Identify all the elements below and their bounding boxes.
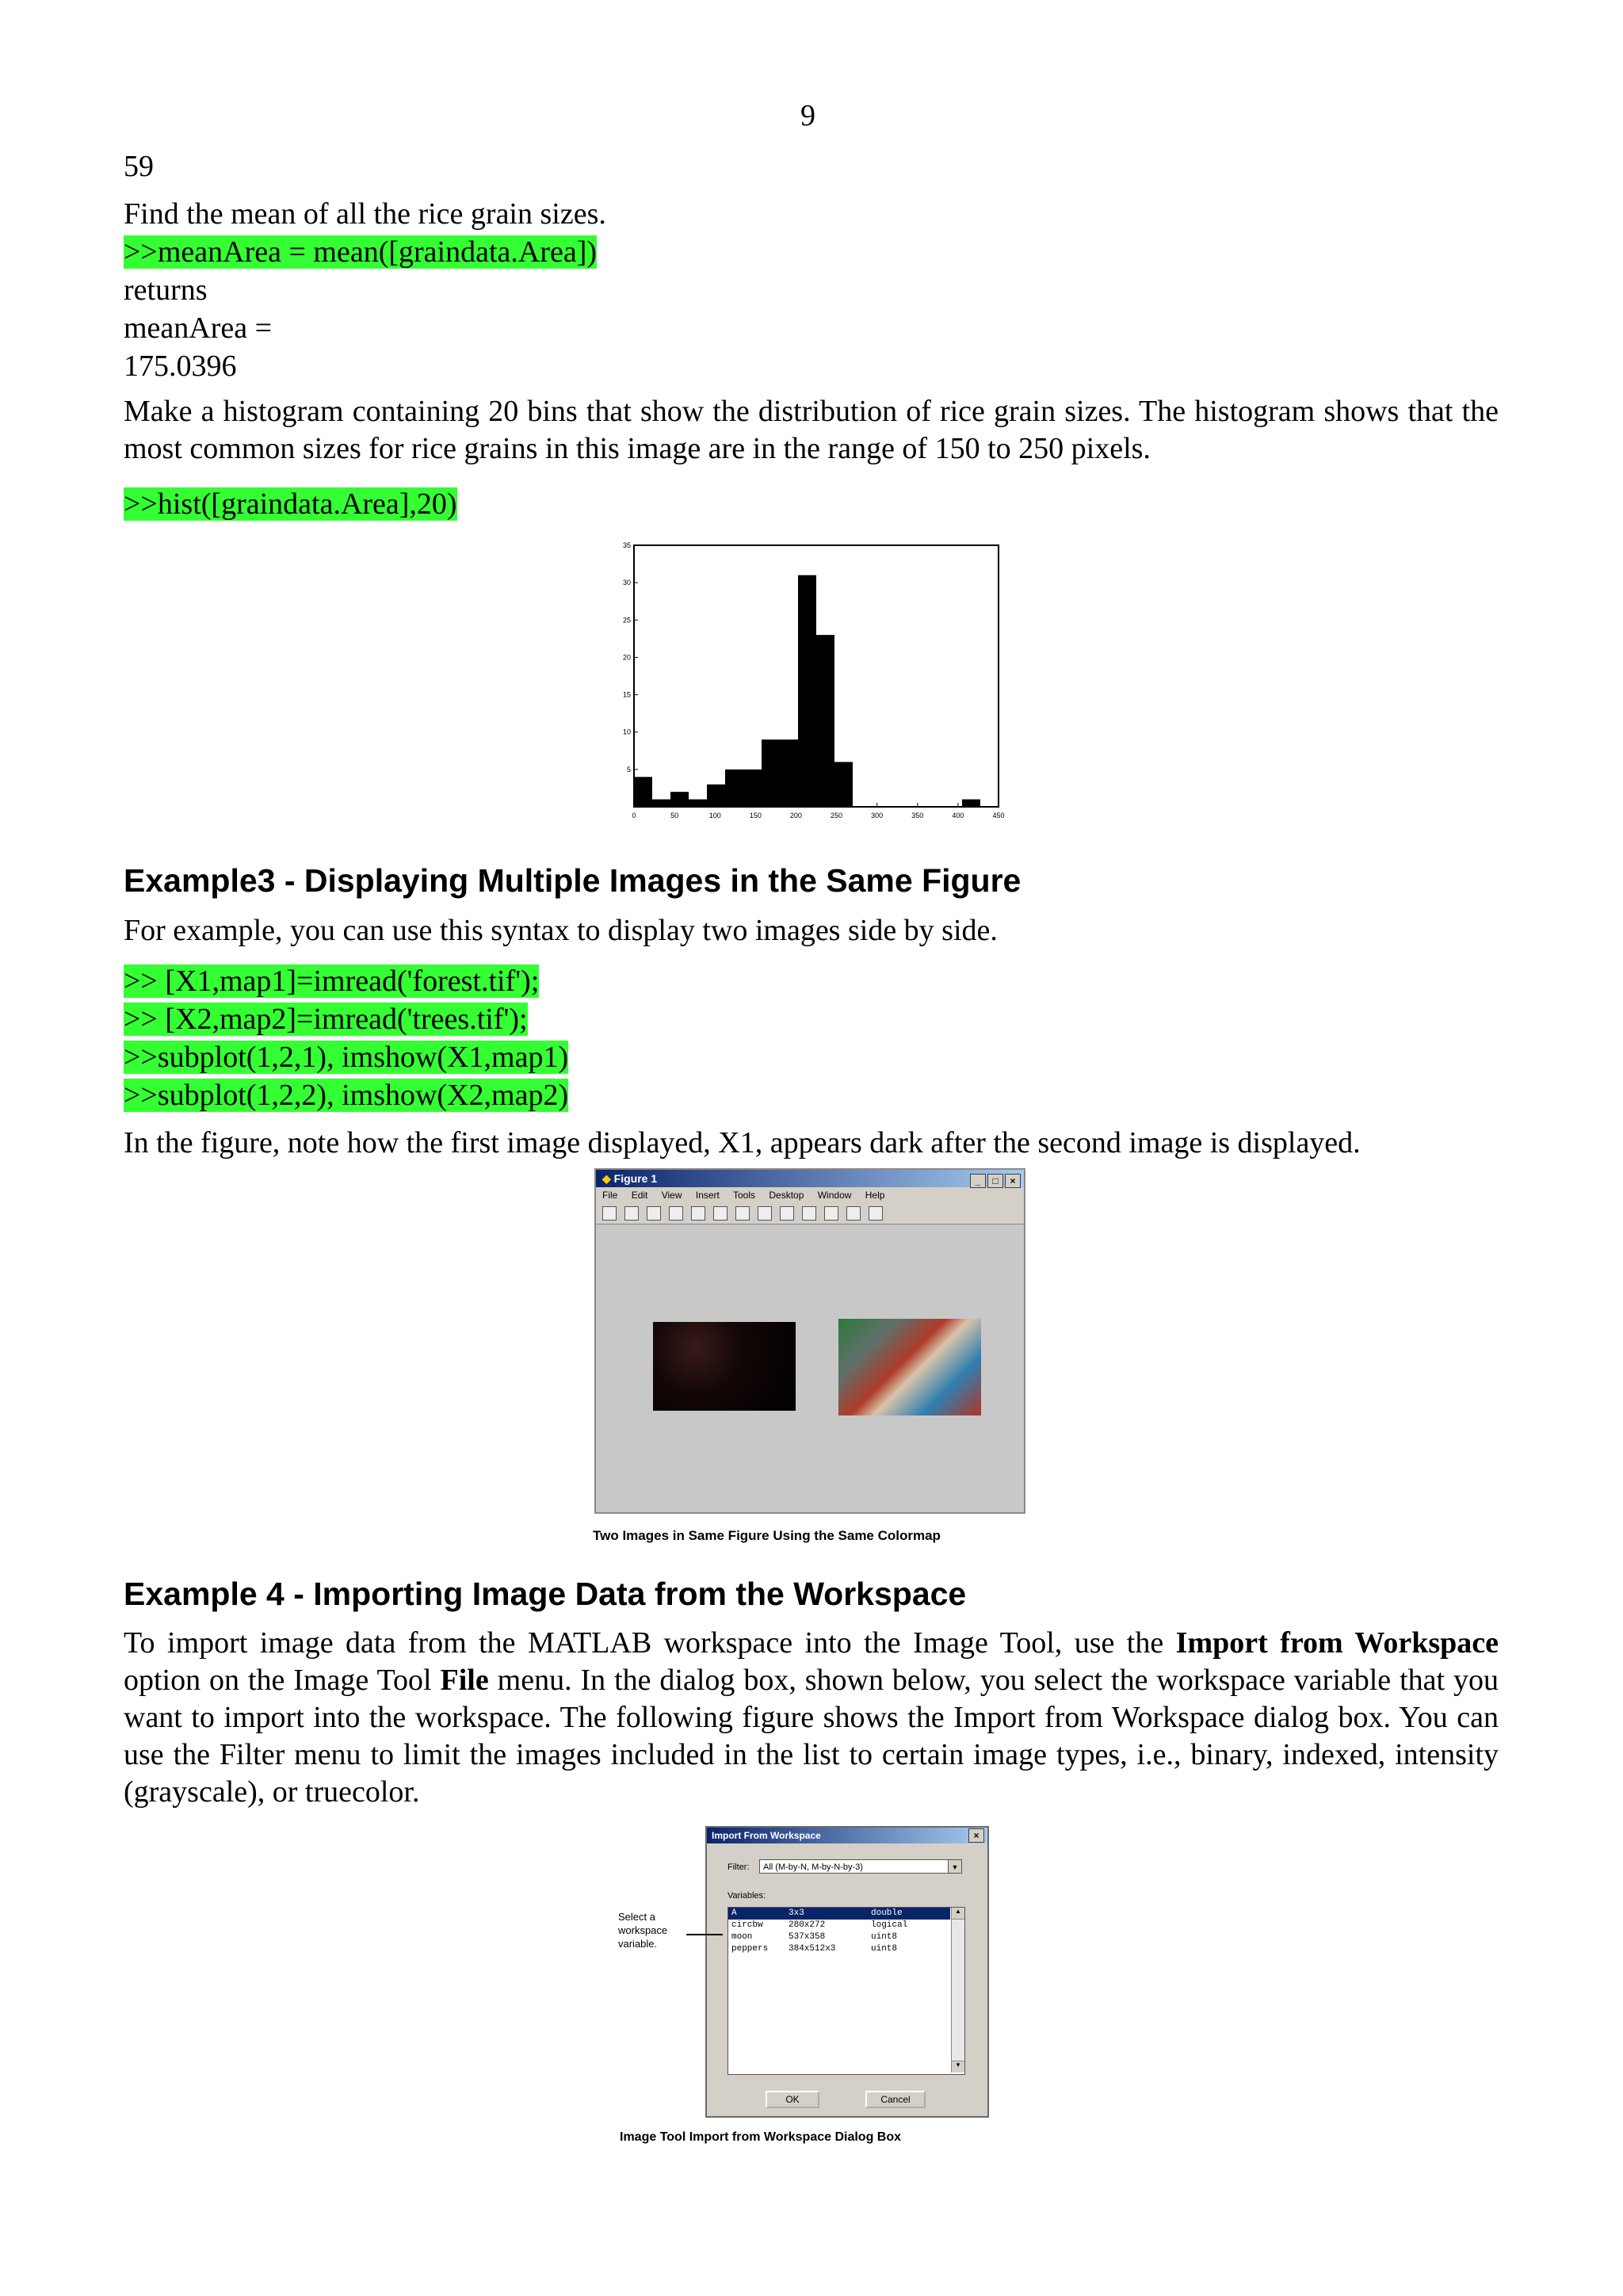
filter-label: Filter: [727, 1862, 750, 1872]
histogram-bar [834, 762, 853, 807]
pointer-icon[interactable] [691, 1206, 705, 1221]
example4-paragraph: To import image data from the MATLAB workspace into the Image Tool, use the Import from Workspace option on the Image Tool File menu. In the dialog box, shown below, you select the workspace variable that you want to import into the workspace. The following figure shows the Import from Workspace dialog box. You can use the Filter menu to limit the images included in the list to certain image types, i.e., binary, indexed, intensity (grayscale), or truecolor. [124, 1626, 1499, 1809]
filter-select[interactable] [759, 1859, 962, 1874]
new-file-icon[interactable] [602, 1206, 617, 1221]
example3-intro: For example, you can use this syntax to display two images side by side. [124, 914, 998, 947]
y-tick-label: 20 [622, 653, 631, 662]
example3-heading: Example3 - Displaying Multiple Images in the Same Figure [124, 862, 1022, 899]
x-tick-label: 100 [708, 812, 721, 819]
x-tick-label: 350 [911, 812, 924, 819]
example3-code-line-2: >> [X2,map2]=imread('trees.tif'); [124, 1003, 528, 1036]
scroll-up-icon[interactable]: ▲ [952, 1908, 964, 1920]
x-tick-label: 200 [789, 812, 802, 819]
mean-code: >>meanArea = mean([graindata.Area]) [124, 235, 598, 269]
dialog-titlebar [707, 1828, 987, 1843]
zoom-out-icon[interactable] [735, 1206, 750, 1221]
open-folder-icon[interactable] [624, 1206, 639, 1221]
y-tick-label: 5 [626, 765, 631, 774]
x-tick-label: 300 [871, 812, 884, 819]
dialog-title: Import From Workspace [712, 1830, 821, 1841]
histogram-bar [743, 770, 762, 807]
maximize-icon[interactable]: □ [987, 1174, 1003, 1188]
histogram-bar [798, 575, 816, 807]
histogram-bar [689, 800, 707, 807]
x-tick-label: 0 [632, 812, 636, 819]
dialog-close-icon[interactable]: × [968, 1828, 984, 1843]
histogram-bar [762, 739, 780, 807]
menu-desktop[interactable]: Desktop [769, 1190, 804, 1201]
list-item[interactable]: peppers 384x512x3 uint8 [731, 1944, 898, 1954]
histogram-bar [780, 739, 798, 807]
figure-title: Figure 1 [613, 1172, 658, 1185]
import-dialog [705, 1826, 989, 2118]
histogram-bar [962, 800, 980, 807]
data-cursor-icon[interactable] [802, 1206, 816, 1221]
list-scrollbar[interactable] [951, 1908, 964, 2073]
histogram-bar [725, 770, 743, 807]
example3-code-line-3: >>subplot(1,2,1), imshow(X1,map1) [124, 1041, 569, 1074]
filter-value: All (M-by-N, M-by-N-by-3) [763, 1862, 863, 1872]
page-number: 9 [800, 99, 815, 132]
x-tick-label: 50 [670, 812, 679, 819]
histogram-bar [816, 635, 834, 807]
figure-titlebar [596, 1170, 1024, 1187]
histogram-bar [670, 792, 689, 807]
colorbar-icon[interactable] [824, 1206, 838, 1221]
y-tick-label: 30 [622, 579, 631, 587]
mean-intro: Find the mean of all the rice grain sizes. [124, 197, 606, 231]
histogram-bar [652, 800, 670, 807]
example3-note: In the figure, note how the first image displayed, X1, appears dark after the second image is displayed. [124, 1126, 1361, 1159]
dialog-caption: Image Tool Import from Workspace Dialog Box [620, 2130, 902, 2144]
figure-window [594, 1168, 1025, 1514]
x-tick-label: 450 [992, 812, 1005, 819]
mean-var-label: meanArea = [124, 311, 273, 345]
histogram-bar [707, 785, 725, 807]
minimize-icon[interactable]: _ [970, 1174, 986, 1188]
x-tick-label: 400 [952, 812, 964, 819]
menu-view[interactable]: View [661, 1190, 682, 1201]
pan-hand-icon[interactable] [758, 1206, 772, 1221]
mean-value: 175.0396 [124, 350, 237, 383]
returns-label: returns [124, 273, 208, 307]
figure-toolbar [596, 1203, 1024, 1224]
histogram-chart [602, 539, 1014, 824]
hist-paragraph: Make a histogram containing 20 bins that show the distribution of rice grain sizes. The histogram shows that the most common sizes for rice grains in this image are in the range of 150 to 250 pixels. [124, 395, 1499, 465]
y-tick-label: 35 [622, 541, 631, 549]
close-icon[interactable]: × [1005, 1174, 1021, 1188]
histogram-bar [634, 777, 652, 807]
y-tick-label: 15 [622, 690, 631, 699]
save-icon[interactable] [647, 1206, 661, 1221]
menu-file[interactable]: File [602, 1190, 618, 1201]
callout-text: Select a workspace variable. [618, 1911, 668, 1950]
step-number: 59 [124, 150, 154, 183]
x-tick-label: 150 [749, 812, 762, 819]
callout-line [686, 1934, 723, 1935]
matlab-logo-icon: ◆ [602, 1172, 611, 1185]
print-icon[interactable] [669, 1206, 683, 1221]
figure-caption: Two Images in Same Figure Using the Same Colormap [593, 1528, 941, 1543]
trees-image [838, 1319, 981, 1415]
hist-code: >>hist([graindata.Area],20) [124, 487, 457, 521]
example4-heading: Example 4 - Importing Image Data from the Workspace [124, 1576, 967, 1612]
list-item[interactable]: A 3x3 double [728, 1908, 950, 1920]
rotate-icon[interactable] [780, 1206, 794, 1221]
ok-button[interactable]: OK [766, 2091, 819, 2108]
scroll-down-icon[interactable]: ▼ [952, 2061, 964, 2073]
variables-list[interactable] [727, 1907, 965, 2075]
y-tick-label: 10 [622, 728, 631, 736]
example3-code-line-4: >>subplot(1,2,2), imshow(X2,map2) [124, 1079, 569, 1112]
example3-code-line-1: >> [X1,map1]=imread('forest.tif'); [124, 965, 540, 998]
menu-window[interactable]: Window [817, 1190, 852, 1201]
figure-menubar [596, 1187, 1024, 1203]
menu-insert[interactable]: Insert [695, 1190, 720, 1201]
forest-image [653, 1322, 796, 1411]
x-tick-label: 250 [831, 812, 843, 819]
chevron-down-icon[interactable]: ▼ [948, 1860, 961, 1873]
menu-tools[interactable]: Tools [733, 1190, 756, 1201]
menu-edit[interactable]: Edit [631, 1190, 648, 1201]
legend-icon[interactable] [846, 1206, 861, 1221]
cancel-button[interactable]: Cancel [865, 2091, 926, 2108]
plot-tools-icon[interactable] [869, 1206, 883, 1221]
y-tick-label: 25 [622, 616, 631, 625]
list-item[interactable]: moon 537x358 uint8 [731, 1932, 898, 1942]
variables-label: Variables: [727, 1891, 766, 1901]
list-item[interactable]: circbw 280x272 logical [731, 1920, 908, 1930]
menu-help[interactable]: Help [865, 1190, 885, 1201]
zoom-in-icon[interactable] [713, 1206, 727, 1221]
